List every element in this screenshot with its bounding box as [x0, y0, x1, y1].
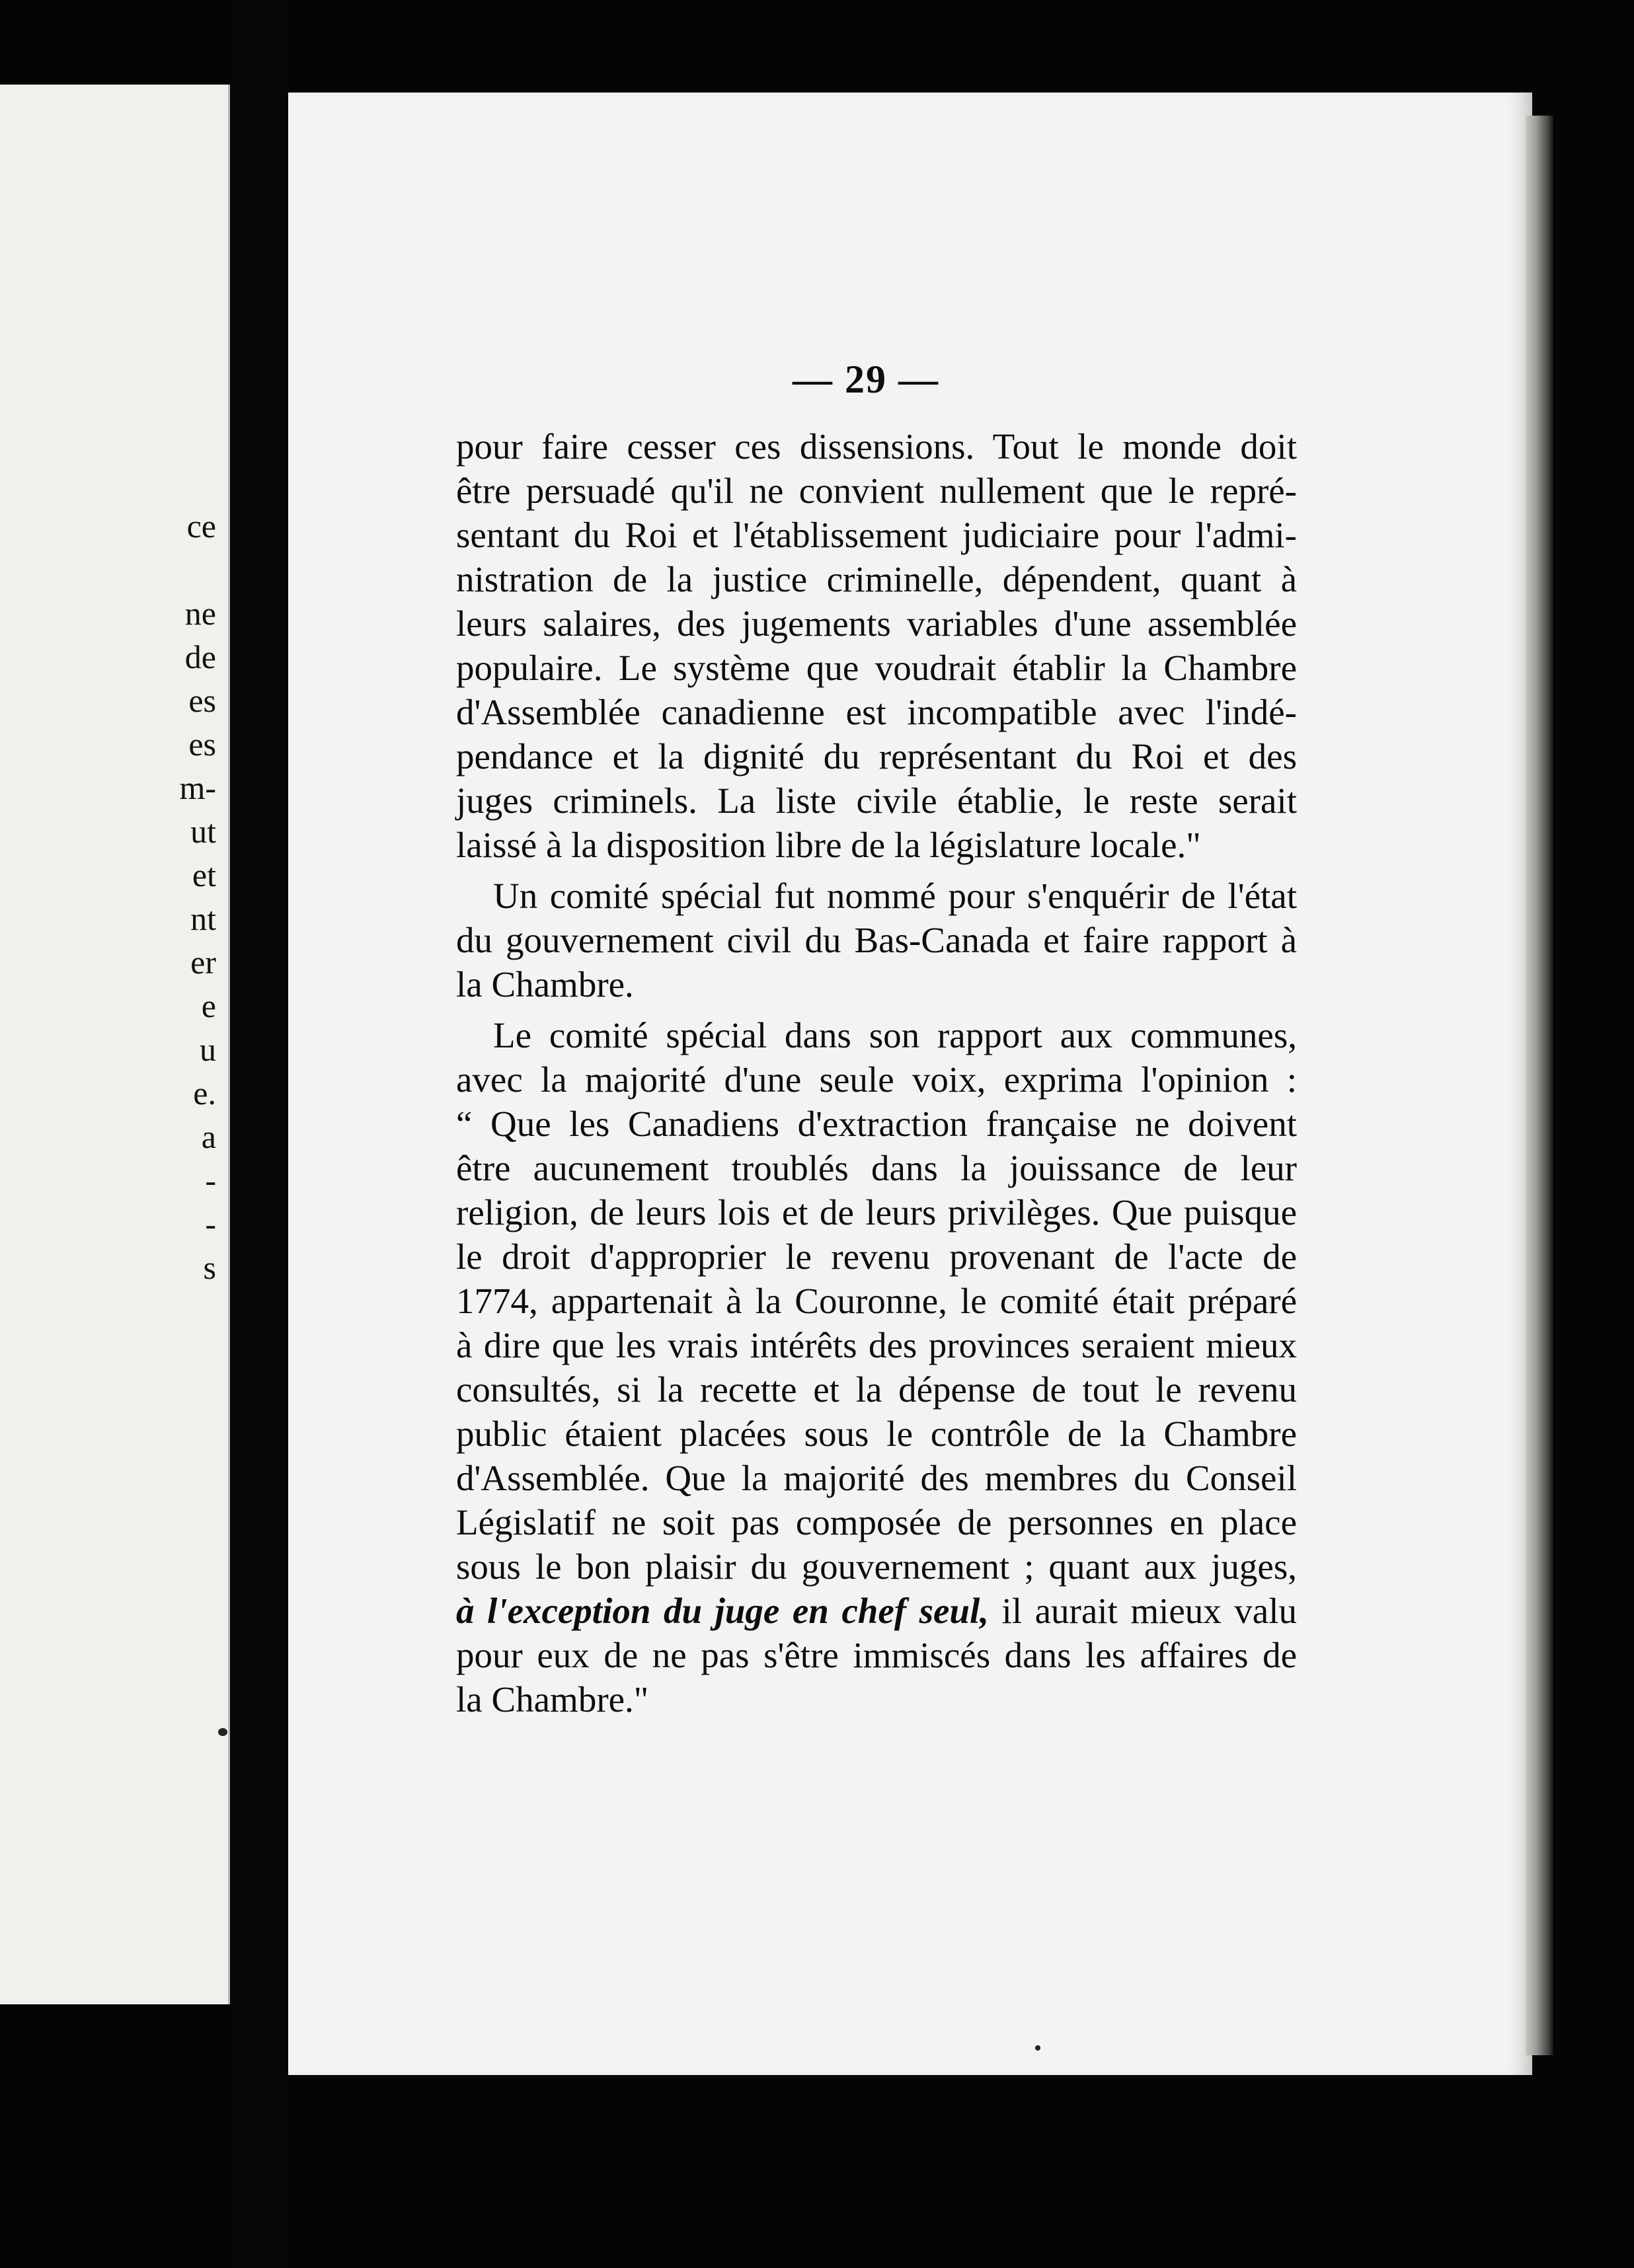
facing-page-fragment: er — [190, 944, 216, 981]
facing-page-fragment: ce — [186, 508, 216, 545]
facing-page-fragment: de — [184, 638, 216, 675]
text-line: leurs salaires, des jugements variables d'une assemblée — [456, 603, 1297, 644]
facing-page-fragment: es — [188, 682, 216, 719]
text-line: 1774, appartenait à la Couronne, le comité était préparé — [456, 1281, 1297, 1321]
text-line: la Chambre. — [456, 964, 634, 1004]
text-line: le droit d'approprier le revenu provenant de l'acte de — [456, 1236, 1297, 1277]
text-line: pour eux de ne pas s'être immiscés dans les affaires de — [456, 1635, 1297, 1675]
italic-phrase: à l'exception du juge en chef seul, — [456, 1591, 990, 1631]
facing-page-text-fragments — [0, 504, 228, 1289]
text-line: d'Assemblée. Que la majorité des membres du Conseil — [456, 1458, 1297, 1498]
text-line: nistration de la justice criminelle, dépendent, quant à — [456, 559, 1297, 599]
dust-speck — [1035, 2045, 1040, 2051]
paragraph-3 — [456, 1013, 1297, 1721]
page-number: — 29 — — [793, 358, 939, 401]
facing-page-fragment: - — [205, 1205, 216, 1242]
text-line: sous le bon plaisir du gouvernement ; quant aux juges, — [456, 1546, 1297, 1587]
text-line: public étaient placées sous le contrôle de la Chambre — [456, 1414, 1297, 1454]
facing-page-fragment: - — [205, 1162, 216, 1199]
paragraph-2 — [456, 874, 1297, 1006]
book-gutter — [230, 0, 291, 2268]
text-line: être persuadé qu'il ne convient nullement que le repré- — [456, 471, 1297, 511]
text-line: d'Assemblée canadienne est incompatible avec l'indé- — [456, 692, 1297, 732]
text-line: juges criminels. La liste civile établie, le reste serait — [456, 780, 1297, 821]
text-line: laissé à la disposition libre de la législature locale." — [456, 825, 1201, 865]
facing-page-left — [0, 85, 230, 2004]
facing-page-fragment: e — [201, 987, 216, 1024]
text-line: religion, de leurs lois et de leurs privilèges. Que puisque — [456, 1192, 1297, 1232]
text-line: Un comité spécial fut nommé pour s'enquérir de l'état — [493, 876, 1297, 916]
facing-page-fragment: u — [200, 1031, 216, 1068]
text-line: à dire que les vrais intérêts des provinces seraient mieux — [456, 1325, 1297, 1365]
page-edge-shadow — [1526, 116, 1553, 2055]
text-line: consultés, si la recette et la dépense de tout le revenu — [456, 1369, 1297, 1410]
page-body-text — [456, 424, 1297, 1721]
text-line: pour faire cesser ces dissensions. Tout le monde doit — [456, 426, 1297, 467]
text-line: être aucunement troublés dans la jouissance de leur — [456, 1148, 1297, 1188]
text-line-continuation: il aurait mieux valu — [989, 1591, 1297, 1631]
facing-page-fragment: ut — [190, 813, 216, 850]
facing-page-fragment: ne — [184, 595, 216, 632]
facing-page-fragment: et — [192, 856, 216, 893]
facing-page-fragment: e. — [193, 1075, 216, 1112]
paragraph-1 — [456, 424, 1297, 867]
text-line: populaire. Le système que voudrait établir la Chambre — [456, 648, 1297, 688]
facing-page-fragment: es — [188, 726, 216, 763]
text-line-italic — [456, 1589, 1297, 1633]
text-line: pendance et la dignité du représentant du Roi et des — [456, 736, 1297, 776]
facing-page-fragment: s — [203, 1249, 216, 1286]
text-line: la Chambre." — [456, 1679, 649, 1720]
text-line: “ Que les Canadiens d'extraction française ne doivent — [456, 1104, 1297, 1144]
text-line: avec la majorité d'une seule voix, exprima l'opinion : — [456, 1059, 1297, 1100]
facing-page-fragment: a — [201, 1118, 216, 1155]
text-line: du gouvernement civil du Bas-Canada et faire rapport à — [456, 920, 1297, 960]
text-line: Le comité spécial dans son rapport aux communes, — [493, 1015, 1297, 1055]
facing-page-fragment: m- — [179, 769, 216, 806]
text-line: Législatif ne soit pas composée de personnes en place — [456, 1502, 1297, 1542]
dust-speck — [218, 1728, 227, 1736]
facing-page-fragment: nt — [190, 900, 216, 937]
text-line: sentant du Roi et l'établissement judiciaire pour l'admi- — [456, 515, 1297, 555]
